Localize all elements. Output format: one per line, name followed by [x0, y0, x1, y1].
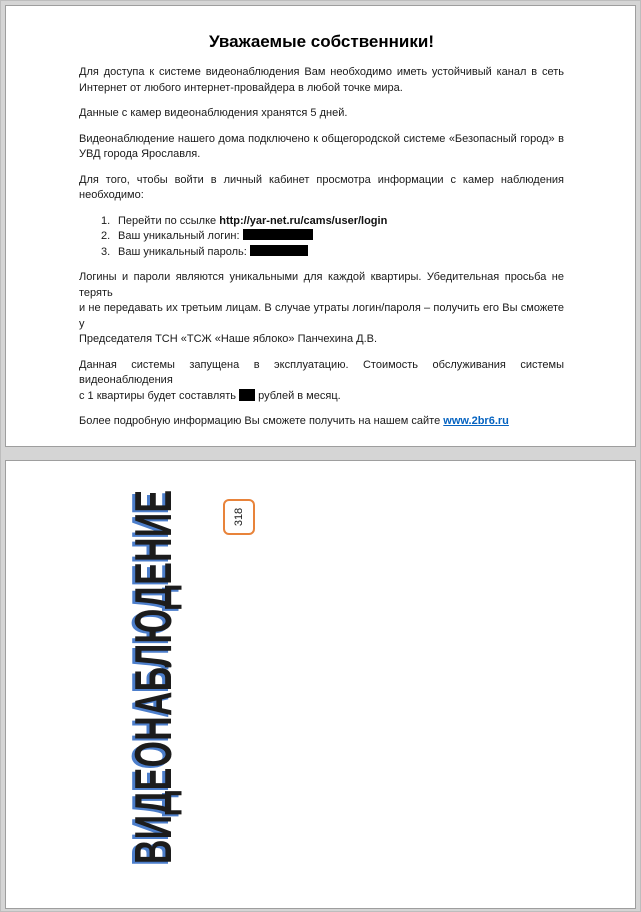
paragraph-line	[79, 389, 564, 405]
page-title: Уважаемые собственники!	[208, 32, 434, 51]
paragraph-line: Для того, чтобы войти в личный кабинет просмотра информации с камер наблюдения	[79, 173, 564, 186]
paragraph-more-info	[79, 414, 564, 430]
paragraph-line: и не передавать их третьим лицам. В случае утраты логин/пароля – получить его Вы сможете у	[79, 302, 564, 330]
numbered-list	[79, 214, 564, 261]
list-item-text	[118, 245, 308, 261]
paragraph-line: Интернет от любого интернет-провайдера в любой точке мира.	[79, 81, 403, 94]
list-item-label: Ваш уникальный логин:	[118, 230, 243, 242]
page-number-badge-label: 318	[232, 507, 245, 527]
list-item-login	[79, 229, 564, 245]
cost-text-after: рублей в месяц.	[258, 389, 341, 402]
redacted-login-value	[243, 229, 313, 240]
paragraph-unique-credentials	[79, 270, 564, 348]
page-1	[5, 5, 636, 447]
paragraph-storage-days	[79, 106, 564, 122]
list-number: 1.	[101, 214, 111, 227]
list-number: 3.	[101, 245, 111, 258]
paragraph-line: Данные с камер видеонаблюдения хранятся 5 дней.	[79, 107, 348, 119]
redacted-password-value	[250, 245, 308, 256]
paragraph-line: Председателя ТСН «ТСЖ «Наше яблоко» Панчехина Д.В.	[79, 333, 378, 345]
page-2	[5, 460, 636, 909]
more-info-text: Более подробную информацию Вы сможете получить на нашем сайте	[79, 415, 444, 427]
paragraph-service-cost	[79, 358, 564, 405]
list-item-text	[118, 214, 387, 230]
list-item-text	[118, 229, 313, 245]
paragraph-line: Для доступа к системе видеонаблюдения Вам необходимо иметь устойчивый канал в сеть	[79, 66, 564, 78]
paragraph-line: необходимо:	[79, 189, 144, 201]
page-number-badge	[223, 499, 255, 535]
paragraph-internet-access	[79, 65, 564, 96]
paragraph-line: Данная системы запущена в эксплуатацию. Стоимость обслуживания системы видеонаблюдения	[79, 358, 564, 386]
list-item-label: Перейти по ссылке	[118, 214, 220, 227]
list-item-label: Ваш уникальный пароль:	[118, 245, 250, 258]
paragraph-line: Видеонаблюдение нашего дома подключено к общегородской системе «Безопасный город» в	[79, 132, 564, 145]
page-1-content	[6, 6, 635, 430]
paragraph-safe-city	[79, 132, 564, 163]
wordart-vertical-title: ВИДЕОНАБЛЮДЕНИЕ	[125, 489, 183, 864]
list-number: 2.	[101, 230, 111, 242]
cost-text-before: с 1 квартиры будет составлять	[79, 389, 236, 402]
website-link[interactable]: www.2br6.ru	[443, 415, 509, 427]
paragraph-login-intro	[79, 173, 564, 204]
paragraph-line: УВД города Ярославля.	[79, 148, 201, 160]
paragraph-line	[79, 414, 564, 430]
login-url: http://yar-net.ru/cams/user/login	[219, 214, 388, 227]
paragraph-line: Логины и пароли являются уникальными для каждой квартиры. Убедительная просьба не терять	[79, 271, 564, 299]
list-item-password	[79, 245, 564, 261]
list-item-link	[79, 214, 564, 230]
redacted-price-value	[239, 389, 255, 401]
